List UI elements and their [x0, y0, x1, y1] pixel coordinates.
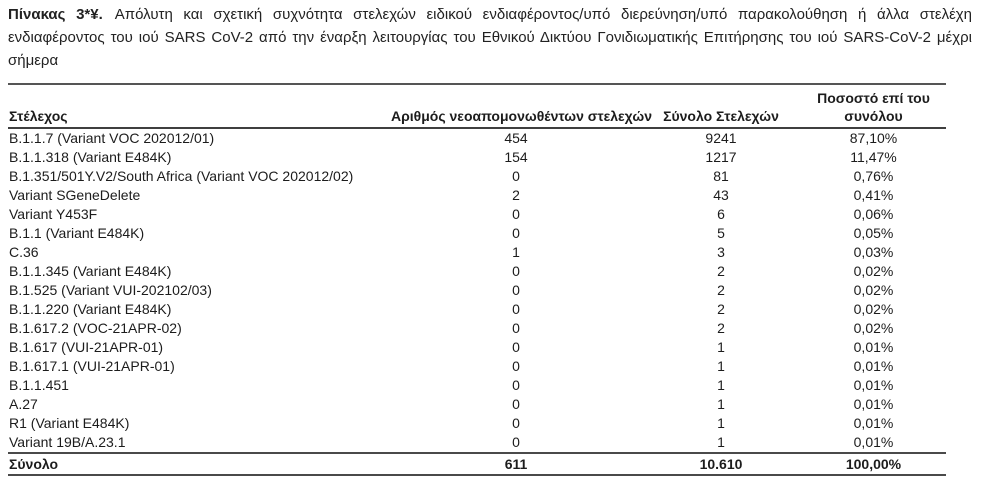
header-strain: Στέλεχος [8, 84, 391, 128]
cell-strain: B.1.617.1 (VUI-21APR-01) [9, 358, 175, 374]
cell-percent: 0,01% [853, 415, 894, 431]
cell-percent: 0,01% [853, 434, 894, 450]
table-row [8, 167, 946, 186]
table-caption-text: Απόλυτη και σχετική συχνότητα στελεχών ειδικού ενδιαφέροντος/υπό διερεύνηση/υπό παρακολούθηση ή άλλα στελέχη ενδιαφέροντος του ιού SARS CoV-2 από την έναρξη λειτουργίας του Εθνικού Δικτύου Γονιδιωματικής Επιτήρησης του ιού SARS-CoV-2 μέχρι σήμερα [8, 6, 972, 69]
cell-new-isolates: 0 [512, 396, 520, 412]
cell-new-isolates: 154 [504, 149, 528, 165]
table-row [8, 224, 946, 243]
table-row [8, 128, 946, 148]
cell-percent: 0,76% [853, 168, 894, 184]
cell-strain: B.1.1 (Variant E484K) [9, 225, 145, 241]
table-row [8, 281, 946, 300]
table-row [8, 338, 946, 357]
cell-strain: B.1.1.220 (Variant E484K) [9, 301, 172, 317]
cell-percent: 0,03% [853, 244, 894, 260]
cell-strain: R1 (Variant E484K) [9, 415, 130, 431]
cell-new-isolates: 0 [512, 225, 520, 241]
table-row [8, 262, 946, 281]
cell-new-isolates: 0 [512, 358, 520, 374]
cell-new-isolates: 0 [512, 301, 520, 317]
cell-percent: 0,01% [853, 396, 894, 412]
header-percent-of-total: Ποσοστό επί του συνόλου [801, 84, 946, 128]
cell-strain: Variant SGeneDelete [9, 187, 141, 203]
table-body [8, 128, 946, 475]
table-row [8, 186, 946, 205]
table-row [8, 300, 946, 319]
cell-percent: 0,02% [853, 301, 894, 317]
cell-new-isolates: 0 [512, 434, 520, 450]
cell-total-strains: 2 [717, 282, 725, 298]
cell-percent: 0,02% [853, 263, 894, 279]
total-row [8, 453, 946, 475]
cell-total-strains: 81 [713, 168, 729, 184]
cell-new-isolates: 0 [512, 415, 520, 431]
cell-total-strains: 1 [717, 358, 725, 374]
cell-new-isolates: 0 [512, 168, 520, 184]
cell-new-isolates: 0 [512, 320, 520, 336]
cell-total-strains: 43 [713, 187, 729, 203]
cell-new-isolates: 0 [512, 377, 520, 393]
cell-new-isolates: 0 [512, 282, 520, 298]
cell-new-isolates: 611 [391, 453, 641, 475]
cell-new-isolates: 454 [504, 130, 528, 146]
cell-strain: A.27 [9, 396, 38, 412]
cell-percent: 100,00% [801, 453, 946, 475]
header-total-strains: Σύνολο Στελεχών [641, 84, 801, 128]
cell-strain: B.1.617 (VUI-21APR-01) [9, 339, 164, 355]
cell-percent: 0,41% [853, 187, 894, 203]
cell-percent: 0,06% [853, 206, 894, 222]
cell-percent: 87,10% [849, 130, 898, 146]
cell-total-strains: 2 [717, 263, 725, 279]
cell-strain: B.1.1.318 (Variant E484K) [9, 149, 172, 165]
table-header-row [8, 84, 946, 128]
cell-strain: B.1.617.2 (VOC-21APR-02) [9, 320, 182, 336]
cell-percent: 0,01% [853, 358, 894, 374]
table-row [8, 433, 946, 453]
cell-strain: B.1.1.7 (Variant VOC 202012/01) [9, 130, 215, 146]
cell-new-isolates: 0 [512, 263, 520, 279]
cell-total-strains: 10.610 [641, 453, 801, 475]
cell-percent: 0,02% [853, 320, 894, 336]
cell-total-strains: 1 [717, 396, 725, 412]
cell-total-strains: 1 [717, 415, 725, 431]
cell-percent: 0,05% [853, 225, 894, 241]
cell-total-strains: 1 [717, 339, 725, 355]
cell-strain: B.1.525 (Variant VUI-202102/03) [9, 282, 212, 298]
cell-percent: 0,01% [853, 377, 894, 393]
variant-frequency-table [8, 83, 946, 476]
table-row [8, 148, 946, 167]
cell-new-isolates: 0 [512, 206, 520, 222]
cell-percent: 11,47% [850, 149, 897, 165]
cell-new-isolates: 0 [512, 339, 520, 355]
cell-strain: B.1.351/501Y.V2/South Africa (Variant VOC 202012/02) [9, 168, 354, 184]
cell-total-strains: 3 [717, 244, 725, 260]
document-title [8, 3, 972, 72]
table-row [8, 243, 946, 262]
cell-strain: C.36 [9, 244, 39, 260]
cell-total-strains: 2 [717, 301, 725, 317]
cell-new-isolates: 1 [512, 244, 520, 260]
table-row [8, 357, 946, 376]
table-row [8, 395, 946, 414]
table-row [8, 376, 946, 395]
cell-strain: B.1.1.451 [9, 377, 69, 393]
table-row [8, 205, 946, 224]
cell-strain: Σύνολο [8, 453, 391, 475]
cell-percent: 0,02% [853, 282, 894, 298]
cell-total-strains: 9241 [705, 130, 737, 146]
cell-total-strains: 1 [717, 434, 725, 450]
cell-total-strains: 6 [717, 206, 725, 222]
cell-percent: 0,01% [853, 339, 894, 355]
cell-total-strains: 2 [717, 320, 725, 336]
cell-strain: Variant Y453F [9, 206, 98, 222]
table-caption-label: Πίνακας 3*¥. [8, 6, 103, 23]
cell-total-strains: 1217 [705, 149, 737, 165]
cell-total-strains: 1 [717, 377, 725, 393]
cell-new-isolates: 2 [512, 187, 520, 203]
cell-total-strains: 5 [717, 225, 725, 241]
cell-strain: B.1.1.345 (Variant E484K) [9, 263, 172, 279]
cell-strain: Variant 19B/A.23.1 [9, 434, 126, 450]
header-new-isolates: Αριθμός νεοαπομονωθέντων στελεχών [391, 84, 641, 128]
table-row [8, 319, 946, 338]
table-row [8, 414, 946, 433]
